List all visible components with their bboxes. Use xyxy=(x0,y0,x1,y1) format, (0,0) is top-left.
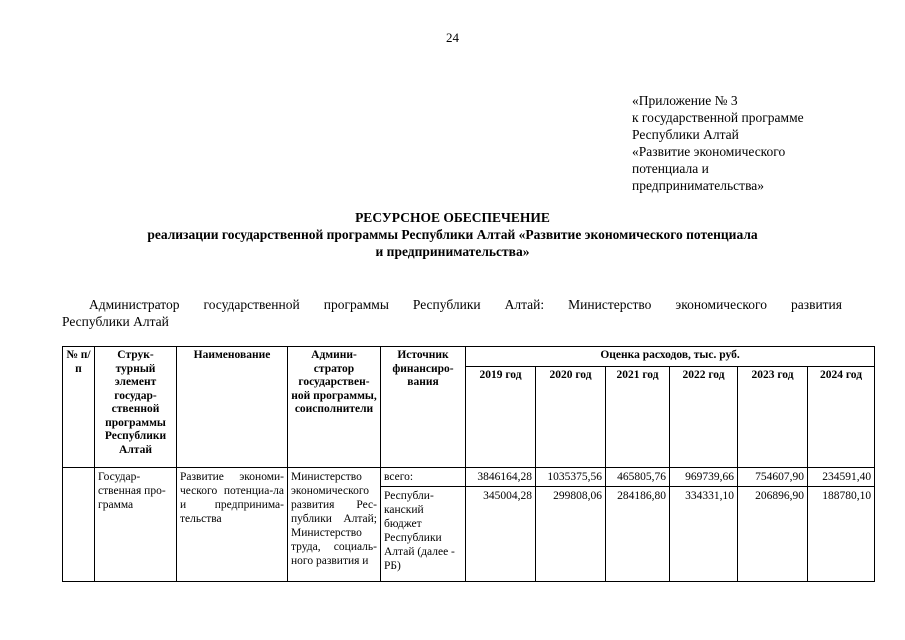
cell-source: Республи-канский бюджет Республики Алтай (далее - РБ) xyxy=(381,487,466,582)
header-num: № п/п xyxy=(63,347,95,468)
cell-value: 754607,90 xyxy=(738,468,808,487)
header-source: Источник финансиро-вания xyxy=(381,347,466,468)
cell-value: 188780,10 xyxy=(808,487,875,582)
header-year: 2022 год xyxy=(670,367,738,468)
header-year: 2019 год xyxy=(466,367,536,468)
administrator-line: Республики Алтай xyxy=(62,314,169,329)
cell-source: всего: xyxy=(381,468,466,487)
cell-value: 299808,06 xyxy=(536,487,606,582)
appendix-line: «Развитие экономического xyxy=(632,144,786,159)
cell-value: 969739,66 xyxy=(670,468,738,487)
title-line: РЕСУРСНОЕ ОБЕСПЕЧЕНИЕ xyxy=(355,210,550,225)
cell-value: 206896,90 xyxy=(738,487,808,582)
administrator-line: Администратор государственной программы Республики Алтай: Министерство экономического развития xyxy=(89,297,842,312)
table-row xyxy=(63,468,875,487)
header-element: Струк-турный элемент государ-ственной программы Республики Алтай xyxy=(95,347,177,468)
header-admin: Админи-стратор государствен-ной программы, соисполнители xyxy=(288,347,381,468)
cell-admin: Министерство экономического развития Рес-публики Алтай; Министерство труда, социаль-ного развития и xyxy=(288,468,381,582)
appendix-line: предпринимательства» xyxy=(632,178,765,193)
document-title xyxy=(0,209,905,260)
cell-value: 284186,80 xyxy=(606,487,670,582)
header-year: 2021 год xyxy=(606,367,670,468)
header-name: Наименование xyxy=(177,347,288,468)
appendix-line: Республики Алтай xyxy=(632,127,739,142)
title-line: реализации государственной программы Республики Алтай «Развитие экономического потенциала xyxy=(147,227,758,242)
appendix-note xyxy=(632,92,804,194)
cell-num xyxy=(63,468,95,582)
table-header-row xyxy=(63,347,875,367)
cell-value: 3846164,28 xyxy=(466,468,536,487)
cell-value: 234591,40 xyxy=(808,468,875,487)
header-estimate: Оценка расходов, тыс. руб. xyxy=(466,347,875,367)
cell-value: 465805,76 xyxy=(606,468,670,487)
resource-table xyxy=(62,346,875,582)
cell-element: Государ-ственная про-грамма xyxy=(95,468,177,582)
header-year: 2023 год xyxy=(738,367,808,468)
page-number: 24 xyxy=(446,30,459,45)
cell-value: 345004,28 xyxy=(466,487,536,582)
cell-value: 1035375,56 xyxy=(536,468,606,487)
header-year: 2020 год xyxy=(536,367,606,468)
cell-value: 334331,10 xyxy=(670,487,738,582)
appendix-line: «Приложение № 3 xyxy=(632,93,738,108)
cell-name: Развитие экономи-ческого потенциа-ла и предпринима-тельства xyxy=(177,468,288,582)
appendix-line: к государственной программе xyxy=(632,110,804,125)
title-line: и предпринимательства» xyxy=(375,244,530,259)
appendix-line: потенциала и xyxy=(632,161,709,176)
administrator-paragraph xyxy=(62,296,842,330)
header-year: 2024 год xyxy=(808,367,875,468)
